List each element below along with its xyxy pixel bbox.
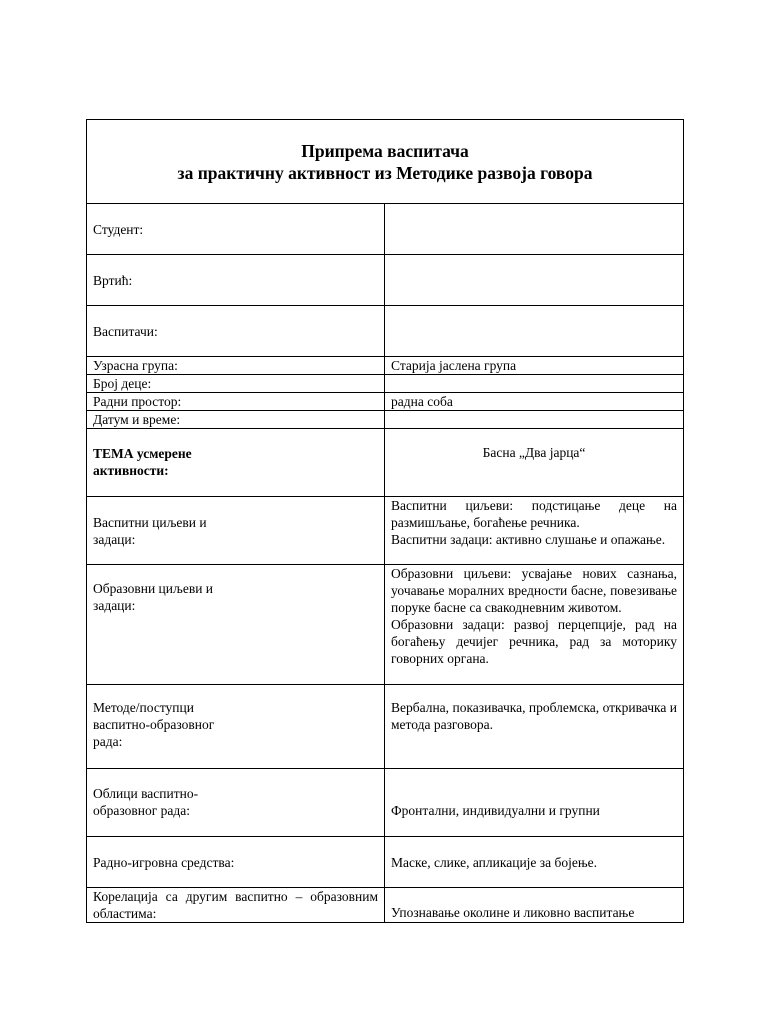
row-workspace	[87, 393, 684, 411]
value-teachers	[385, 306, 684, 357]
learning-tasks-text: Образовни задаци: развој перцепције, рад на богаћењу дечијег речника, рад за моторику говорних органа.	[391, 617, 678, 666]
preparation-form-table	[86, 119, 684, 923]
value-materials: Маске, слике, апликације за бојење.	[385, 837, 684, 888]
label-correlation: Корелација са другим васпитно – образовним областима:	[87, 888, 385, 923]
label-children-count: Број деце:	[87, 375, 385, 393]
row-topic	[87, 429, 684, 497]
label-teachers: Васпитачи:	[87, 306, 385, 357]
value-forms: Фронтални, индивидуални и групни	[385, 769, 684, 837]
row-student	[87, 204, 684, 255]
label-learning-goals: Образовни циљеви и задаци:	[87, 565, 385, 685]
label-topic: ТЕМА усмерене активности:	[87, 429, 385, 497]
learning-goals-text: Образовни циљеви: усвајање нових сазнања, уочавање моралних вредности басне, повезивање поруке басне са свакодневним животом.	[391, 566, 678, 615]
value-topic: Басна „Два јарца“	[385, 429, 684, 497]
title-line-2: за практичну активност из Методике развоја говора	[177, 162, 593, 183]
value-workspace: радна соба	[385, 393, 684, 411]
value-correlation: Упознавање околине и ликовно васпитање	[385, 888, 684, 923]
form-title	[87, 120, 684, 204]
value-children-count	[385, 375, 684, 393]
label-methods: Методе/поступци васпитно-образовног рада:	[87, 685, 385, 769]
value-learning-goals	[385, 565, 684, 685]
label-age-group: Узрасна група:	[87, 357, 385, 375]
row-date-time	[87, 411, 684, 429]
value-kindergarten	[385, 255, 684, 306]
row-materials	[87, 837, 684, 888]
row-methods	[87, 685, 684, 769]
row-kindergarten	[87, 255, 684, 306]
row-correlation	[87, 888, 684, 923]
value-age-group: Старија јаслена група	[385, 357, 684, 375]
value-student	[385, 204, 684, 255]
row-learning-goals	[87, 565, 684, 685]
title-row	[87, 120, 684, 204]
label-student: Студент:	[87, 204, 385, 255]
value-educational-goals	[385, 497, 684, 565]
educational-tasks-text: Васпитни задаци: активно слушање и опажање.	[391, 532, 666, 547]
value-date-time	[385, 411, 684, 429]
title-line-1: Припрема васпитача	[301, 140, 469, 161]
row-age-group	[87, 357, 684, 375]
label-kindergarten: Вртић:	[87, 255, 385, 306]
label-workspace: Радни простор:	[87, 393, 385, 411]
value-methods: Вербална, показивачка, проблемска, откривачка и метода разговора.	[385, 685, 684, 769]
label-materials: Радно-игровна средства:	[87, 837, 385, 888]
row-teachers	[87, 306, 684, 357]
row-children-count	[87, 375, 684, 393]
row-educational-goals	[87, 497, 684, 565]
label-date-time: Датум и време:	[87, 411, 385, 429]
row-forms	[87, 769, 684, 837]
label-forms: Облици васпитно- образовног рада:	[87, 769, 385, 837]
label-educational-goals: Васпитни циљеви и задаци:	[87, 497, 385, 565]
educational-goals-text: Васпитни циљеви: подстицање деце на размишљање, богаћење речника.	[391, 498, 678, 530]
